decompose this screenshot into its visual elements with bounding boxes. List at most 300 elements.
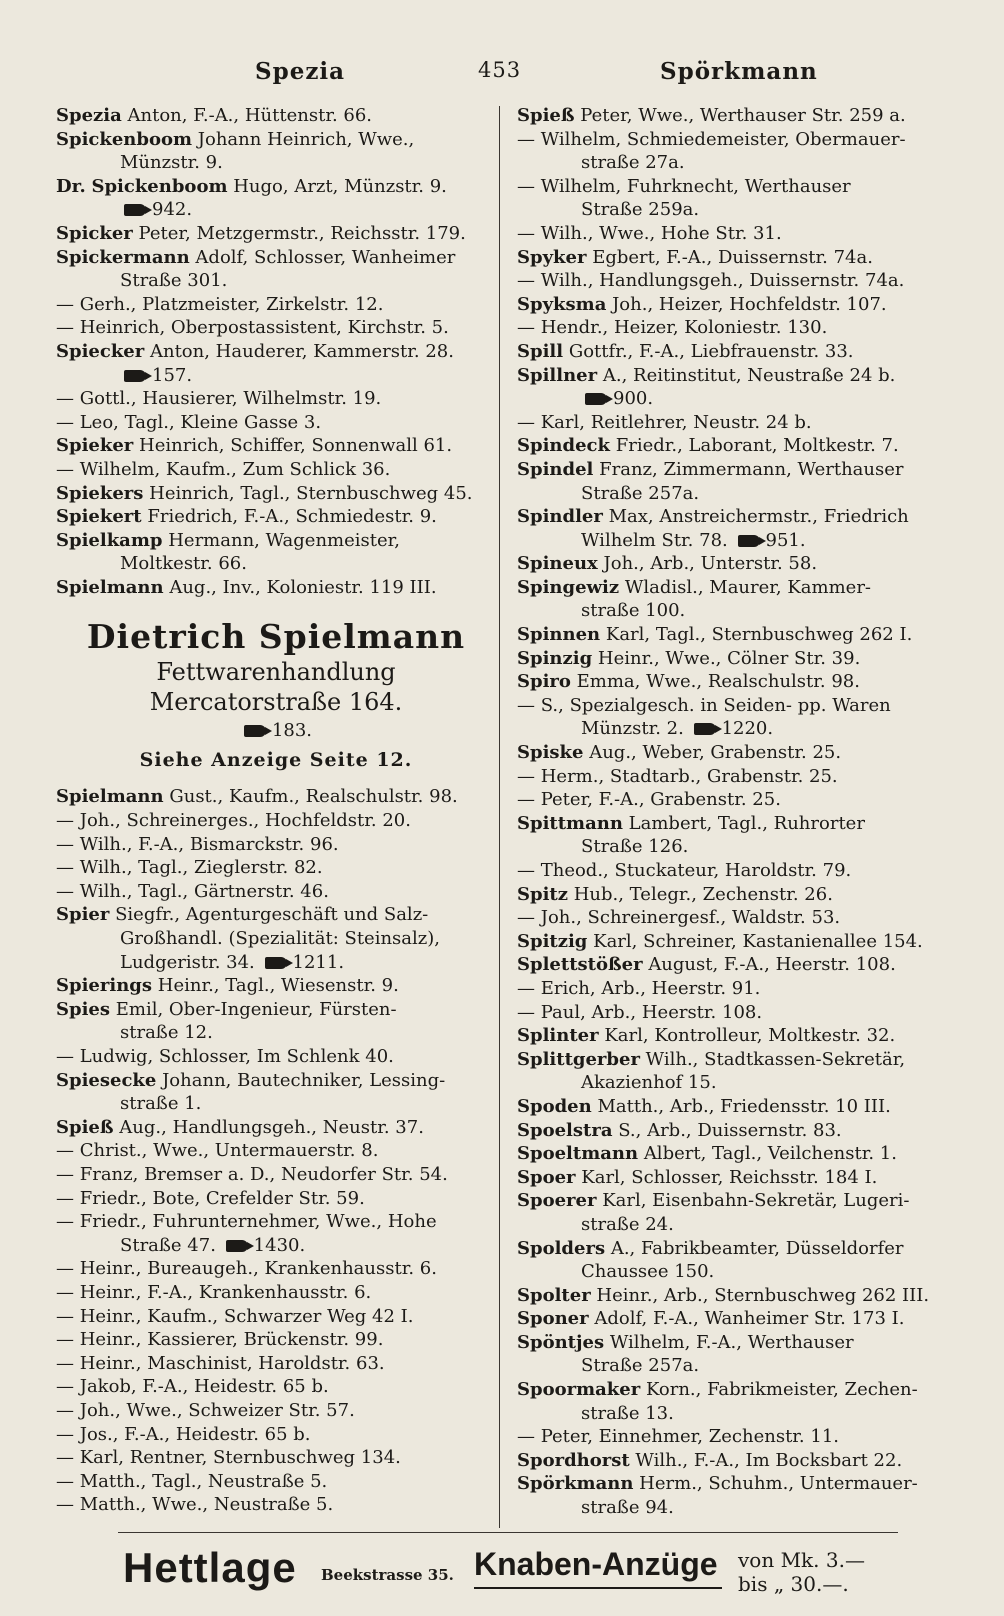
directory-entry — [56, 269, 496, 293]
directory-entry — [517, 1237, 957, 1261]
entry-details: — Wilhelm, Fuhrknecht, Werthauser — [517, 175, 851, 197]
directory-entry — [517, 1001, 957, 1025]
entry-surname: Spies — [56, 998, 111, 1020]
entry-details: straße 27a. — [581, 152, 685, 174]
column-divider — [499, 106, 500, 1528]
footer-rule — [118, 1532, 898, 1533]
directory-entry — [517, 482, 957, 506]
entry-details: — Ludwig, Schlosser, Im Schlenk 40. — [56, 1046, 394, 1067]
directory-entry — [517, 930, 957, 954]
header-first-entry: Spezia — [255, 58, 346, 85]
directory-entry — [517, 1307, 957, 1331]
entry-surname: Spickenboom — [91, 175, 228, 197]
entry-details: Heinr., Wwe., Cölner Str. 39. — [597, 647, 861, 669]
entry-details: Straße 259a. — [581, 199, 700, 221]
entry-surname: Spiro — [517, 671, 571, 693]
spielmann-advertisement — [56, 617, 496, 775]
entry-details: Korn., Fabrikmeister, Zechen- — [645, 1379, 918, 1401]
entry-details: — Peter, Einnehmer, Zechenstr. 11. — [517, 1426, 839, 1448]
directory-entry — [517, 198, 957, 222]
ad-business: Fettwarenhandlung — [156, 658, 396, 687]
entry-details: Münzstr. 2. — [581, 718, 684, 740]
directory-entry — [517, 1213, 957, 1237]
entry-surname: Spinnen — [517, 624, 601, 646]
entry-details: Max, Anstreichermstr., Friedrich — [608, 506, 909, 528]
entry-details: straße 13. — [581, 1402, 674, 1424]
entry-details: Franz, Zimmermann, Werthauser — [599, 458, 904, 480]
directory-entry — [517, 812, 957, 836]
entry-details: Ludgeristr. 34. — [120, 951, 255, 973]
entry-details: — Wilh., F.-A., Bismarckstr. 96. — [56, 833, 339, 855]
directory-entry — [56, 1210, 496, 1234]
entry-details: — Paul, Arb., Heerstr. 108. — [517, 1001, 763, 1023]
telephone-icon — [226, 1240, 248, 1252]
directory-entry — [56, 529, 496, 553]
directory-entry — [517, 835, 957, 859]
entry-surname: Spezia — [56, 105, 122, 126]
entry-details: — Karl, Rentner, Sternbuschweg 134. — [56, 1447, 401, 1469]
entry-details: — Christ., Wwe., Untermauerstr. 8. — [56, 1140, 379, 1162]
entry-details: Heinr., Arb., Sternbuschweg 262 III. — [596, 1284, 930, 1306]
entry-surname: Spielkamp — [56, 529, 163, 551]
directory-entry — [517, 1024, 957, 1048]
entry-details: Wladisl., Maurer, Kammer- — [624, 576, 872, 598]
entry-details: — Heinr., Maschinist, Haroldstr. 63. — [56, 1352, 385, 1374]
directory-entry — [56, 576, 496, 600]
entry-details: Karl, Schreiner, Kastanienallee 154. — [593, 930, 923, 952]
entry-phone-number: 951. — [765, 529, 806, 551]
telephone-icon — [265, 957, 287, 969]
entry-details: — Hendr., Heizer, Koloniestr. 130. — [517, 317, 828, 339]
directory-entry — [56, 458, 496, 482]
entry-details: straße 100. — [581, 600, 686, 622]
entry-details: August, F.-A., Heerstr. 108. — [648, 954, 896, 976]
entry-details: Aug., Inv., Koloniestr. 119 III. — [169, 576, 437, 598]
directory-entry — [56, 1352, 496, 1376]
entry-details: — Wilh., Wwe., Hohe Str. 31. — [517, 222, 782, 244]
entry-details: Joh., Arb., Unterstr. 58. — [603, 553, 818, 575]
entry-surname: Spoormaker — [517, 1379, 641, 1401]
directory-entry — [517, 906, 957, 930]
directory-entry — [517, 529, 957, 553]
entry-details: Straße 301. — [120, 270, 228, 292]
entry-details: Moltkestr. 66. — [120, 553, 247, 575]
entry-details: — Franz, Bremser a. D., Neudorfer Str. 54. — [56, 1163, 448, 1185]
entry-details: Emil, Ober-Ingenieur, Fürsten- — [115, 998, 397, 1020]
directory-entry — [56, 364, 496, 388]
telephone-icon — [585, 393, 607, 405]
entry-details: Gottfr., F.-A., Liebfrauenstr. 33. — [568, 340, 854, 362]
directory-entry — [517, 953, 957, 977]
entry-details: — Heinr., Kassierer, Brückenstr. 99. — [56, 1329, 384, 1351]
ad-address: Mercatorstraße 164. — [149, 688, 403, 717]
entry-surname: Spörkmann — [517, 1473, 634, 1495]
directory-entry — [56, 1305, 496, 1329]
directory-entry — [517, 364, 957, 388]
entry-details: Heinr., Tagl., Wiesenstr. 9. — [157, 975, 399, 997]
entry-surname: Splittgerber — [517, 1048, 640, 1070]
entry-details: Friedr., Laborant, Moltkestr. 7. — [615, 435, 899, 457]
directory-entry — [517, 1260, 957, 1284]
entry-details: Anton, Hauderer, Kammerstr. 28. — [149, 340, 454, 362]
entry-details: — Wilhelm, Schmiedemeister, Obermauer- — [517, 128, 906, 150]
entry-details: Friedrich, F.-A., Schmiedestr. 9. — [147, 506, 437, 528]
entry-details: A., Fabrikbeamter, Düsseldorfer — [610, 1237, 904, 1259]
entry-details: — Jakob, F.-A., Heidestr. 65 b. — [56, 1376, 329, 1398]
entry-details: Adolf, Schlosser, Wanheimer — [195, 246, 456, 268]
directory-entry — [56, 880, 496, 904]
directory-entry — [517, 246, 957, 270]
directory-entry — [56, 809, 496, 833]
entry-details: Johann Heinrich, Wwe., — [197, 128, 415, 150]
directory-entry — [56, 175, 496, 199]
entry-surname: Spiecker — [56, 340, 145, 362]
entry-surname: Spiekers — [56, 482, 144, 504]
right-column — [517, 104, 957, 1520]
entry-details: — Theod., Stuckateur, Haroldstr. 79. — [517, 860, 852, 881]
entry-details: Karl, Tagl., Sternbuschweg 262 I. — [605, 624, 913, 646]
page-number: 453 — [478, 58, 522, 82]
entry-details: Johann, Bautechniker, Lessing- — [162, 1069, 446, 1091]
entry-surname: Spindeck — [517, 435, 610, 457]
entry-details: Anton, F.-A., Hüttenstr. 66. — [127, 105, 373, 126]
entry-surname: Sponer — [517, 1308, 589, 1330]
entry-details: — Heinr., F.-A., Krankenhausstr. 6. — [56, 1281, 372, 1303]
entry-surname: Spingewiz — [517, 576, 620, 598]
entry-surname: Spoden — [517, 1095, 592, 1117]
directory-entry — [56, 1281, 496, 1305]
entry-details: — Peter, F.-A., Grabenstr. 25. — [517, 789, 781, 811]
entry-surname: Spyksma — [517, 293, 607, 315]
directory-entry — [517, 222, 957, 246]
entry-details: Straße 257a. — [581, 482, 700, 504]
directory-entry — [517, 1472, 957, 1496]
telephone-icon — [738, 535, 760, 547]
directory-entry — [517, 1331, 957, 1355]
directory-entry — [56, 951, 496, 975]
entry-details: straße 94. — [581, 1497, 674, 1519]
entry-details: A., Reitinstitut, Neustraße 24 b. — [602, 364, 896, 386]
header-last-entry: Spörkmann — [660, 58, 818, 85]
directory-entry — [56, 434, 496, 458]
entry-surname: Spickermann — [56, 246, 190, 268]
entry-details: Hub., Telegr., Zechenstr. 26. — [573, 883, 833, 905]
directory-entry — [56, 293, 496, 317]
entry-surname: Spyker — [517, 246, 587, 268]
entry-details: Heinrich, Tagl., Sternbuschweg 45. — [149, 482, 473, 504]
entry-details: Straße 47. — [120, 1234, 216, 1256]
entry-surname: Spitzig — [517, 930, 588, 952]
entry-title-prefix: Dr. — [56, 175, 86, 197]
directory-entry — [56, 1493, 496, 1517]
entry-surname: Spineux — [517, 553, 598, 575]
entry-details: — Wilh., Tagl., Gärtnerstr. 46. — [56, 880, 329, 902]
entry-details: — Heinr., Bureaugeh., Krankenhausstr. 6. — [56, 1258, 437, 1280]
telephone-icon — [244, 725, 266, 737]
entry-surname: Splinter — [517, 1025, 599, 1047]
left-column — [56, 104, 496, 1517]
directory-entry — [56, 1423, 496, 1447]
directory-entry — [517, 576, 957, 600]
entry-details: — Friedr., Fuhrunternehmer, Wwe., Hohe — [56, 1211, 437, 1233]
entry-details: Karl, Eisenbahn-Sekretär, Lugeri- — [602, 1190, 910, 1212]
entry-details: — Gottl., Hausierer, Wilhelmstr. 19. — [56, 388, 382, 410]
directory-entry — [517, 717, 957, 741]
entry-surname: Spiekert — [56, 506, 142, 528]
entry-details: Aug., Weber, Grabenstr. 25. — [589, 742, 842, 764]
entry-surname: Spinzig — [517, 647, 593, 669]
entry-details: Wilh., Stadtkassen-Sekretär, — [645, 1048, 906, 1070]
entry-surname: Spoelstra — [517, 1119, 613, 1141]
entry-details: Karl, Schlosser, Reichsstr. 184 I. — [581, 1166, 878, 1188]
directory-entry — [517, 694, 957, 718]
entry-details: Hermann, Wagenmeister, — [168, 529, 400, 551]
directory-entry — [56, 1375, 496, 1399]
entry-surname: Spier — [56, 904, 110, 926]
entry-surname: Spillner — [517, 364, 598, 386]
footer-company-name: Hettlage — [123, 1544, 297, 1591]
entry-phone-number: 1430. — [253, 1234, 306, 1256]
directory-entry — [517, 647, 957, 671]
entry-surname: Spiesecke — [56, 1069, 157, 1091]
entry-details: — Wilhelm, Kaufm., Zum Schlick 36. — [56, 458, 391, 480]
directory-entry — [56, 128, 496, 152]
directory-entry — [56, 1257, 496, 1281]
entry-surname: Spindler — [517, 506, 603, 528]
footer-slogan-underline — [474, 1587, 722, 1589]
entry-surname: Spicker — [56, 222, 133, 244]
directory-entry — [56, 833, 496, 857]
directory-entry — [56, 505, 496, 529]
entry-details: — Wilh., Tagl., Zieglerstr. 82. — [56, 857, 323, 879]
entry-surname: Spordhorst — [517, 1449, 630, 1471]
entry-details: Akazienhof 15. — [581, 1072, 717, 1094]
ad-phone-line — [56, 717, 496, 745]
entry-details: Lambert, Tagl., Ruhrorter — [628, 812, 865, 834]
entry-details: — Erich, Arb., Heerstr. 91. — [517, 977, 761, 999]
entry-details: S., Arb., Duissernstr. 83. — [618, 1119, 842, 1141]
directory-entry — [56, 1116, 496, 1140]
directory-entry — [56, 903, 496, 927]
directory-entry — [517, 104, 957, 128]
directory-entry — [56, 104, 496, 128]
entry-details: Siegfr., Agenturgeschäft und Salz- — [115, 904, 429, 926]
directory-entry — [56, 1021, 496, 1045]
entry-details: Wilhelm, F.-A., Werthauser — [609, 1331, 854, 1353]
directory-entry — [56, 927, 496, 951]
directory-entry — [517, 1095, 957, 1119]
directory-entry — [517, 151, 957, 175]
entry-surname: Spolter — [517, 1284, 591, 1306]
directory-entry — [517, 1071, 957, 1095]
entry-details: Chaussee 150. — [581, 1261, 715, 1283]
entry-surname: Spieker — [56, 435, 134, 457]
directory-entry — [56, 1092, 496, 1116]
directory-entry — [56, 316, 496, 340]
directory-entry — [517, 623, 957, 647]
entry-details: Albert, Tagl., Veilchenstr. 1. — [643, 1143, 897, 1165]
directory-entry — [517, 599, 957, 623]
entry-details: Matth., Arb., Friedensstr. 10 III. — [597, 1095, 891, 1117]
entry-details: straße 24. — [581, 1213, 674, 1235]
entry-details: Herm., Schuhm., Untermauer- — [639, 1473, 918, 1495]
entry-details: — Gerh., Platzmeister, Zirkelstr. 12. — [56, 293, 384, 315]
entry-details: — Joh., Schreinergesf., Waldstr. 53. — [517, 907, 841, 929]
directory-entry — [517, 1166, 957, 1190]
entry-phone-number: 1220. — [721, 718, 774, 740]
directory-entry — [517, 128, 957, 152]
entry-details: Peter, Wwe., Werthauser Str. 259 a. — [580, 105, 906, 126]
entry-details: — Heinr., Kaufm., Schwarzer Weg 42 I. — [56, 1305, 414, 1327]
entry-details: Wilh., F.-A., Im Bocksbart 22. — [635, 1449, 903, 1471]
directory-entry — [56, 1187, 496, 1211]
entry-surname: Spitz — [517, 883, 568, 905]
directory-entry — [56, 198, 496, 222]
directory-entry — [56, 1139, 496, 1163]
entry-details: Straße 257a. — [581, 1355, 700, 1377]
entry-details: — Leo, Tagl., Kleine Gasse 3. — [56, 411, 322, 433]
directory-entry — [56, 552, 496, 576]
entry-surname: Spielmann — [56, 786, 164, 808]
directory-entry — [517, 175, 957, 199]
directory-entry — [517, 1119, 957, 1143]
directory-entry — [517, 1378, 957, 1402]
directory-entry — [56, 387, 496, 411]
entry-surname: Spieß — [517, 105, 575, 126]
entry-details: Aug., Handlungsgeh., Neustr. 37. — [119, 1116, 424, 1138]
footer-address: Beekstrasse 35. — [321, 1566, 454, 1584]
directory-entry — [56, 482, 496, 506]
entry-surname: Spiske — [517, 742, 584, 764]
entry-details: — Heinrich, Oberpostassistent, Kirchstr. 5. — [56, 317, 449, 339]
entry-details: — Jos., F.-A., Heidestr. 65 b. — [56, 1423, 311, 1445]
entry-details: Heinrich, Schiffer, Sonnenwall 61. — [139, 435, 453, 457]
entry-phone-number: 1211. — [292, 951, 345, 973]
directory-entry — [517, 505, 957, 529]
entry-surname: Spoeltmann — [517, 1143, 639, 1165]
ad-phone-number: 183. — [271, 720, 313, 742]
directory-entry — [56, 856, 496, 880]
entry-details: Emma, Wwe., Realschulstr. 98. — [576, 671, 860, 693]
ad-company-name: Dietrich Spielmann — [86, 617, 466, 657]
entry-details: straße 12. — [120, 1022, 213, 1044]
directory-entry — [517, 883, 957, 907]
directory-entry — [517, 741, 957, 765]
directory-entry — [56, 974, 496, 998]
entry-surname: Spielmann — [56, 576, 164, 598]
entry-details: 942. — [152, 199, 193, 221]
entry-details: Münzstr. 9. — [120, 152, 223, 174]
entry-details: — Joh., Schreinerges., Hochfeldstr. 20. — [56, 810, 411, 832]
entry-surname: Spöntjes — [517, 1331, 605, 1353]
entry-surname: Spierings — [56, 975, 153, 997]
entry-surname: Spittmann — [517, 812, 623, 834]
entry-details: 157. — [152, 364, 193, 386]
directory-entry — [56, 246, 496, 270]
directory-entry — [56, 340, 496, 364]
directory-entry — [517, 1496, 957, 1520]
entry-details: Karl, Kontrolleur, Moltkestr. 32. — [604, 1025, 896, 1047]
entry-details: straße 1. — [120, 1093, 202, 1115]
directory-entry — [56, 1399, 496, 1423]
directory-entry — [517, 1189, 957, 1213]
entry-surname: Spickenboom — [56, 128, 193, 150]
directory-entry — [517, 316, 957, 340]
directory-entry — [517, 434, 957, 458]
directory-entry — [56, 151, 496, 175]
directory-entry — [56, 1069, 496, 1093]
directory-entry — [517, 765, 957, 789]
telephone-icon — [124, 370, 146, 382]
entry-details: Wilhelm Str. 78. — [581, 529, 728, 551]
entry-details: — Herm., Stadtarb., Grabenstr. 25. — [517, 765, 838, 787]
entry-details: Hugo, Arzt, Münzstr. 9. — [233, 175, 447, 197]
directory-entry — [517, 1354, 957, 1378]
directory-entry — [56, 1234, 496, 1258]
entry-details: Großhandl. (Spezialität: Steinsalz), — [120, 928, 441, 950]
entry-details: Gust., Kaufm., Realschulstr. 98. — [169, 786, 458, 808]
directory-entry — [517, 1048, 957, 1072]
entry-surname: Spolders — [517, 1237, 606, 1259]
footer-price-to: bis „ 30.—. — [738, 1572, 849, 1596]
entry-details: Joh., Heizer, Hochfeldstr. 107. — [612, 293, 887, 315]
footer-slogan: Knaben-Anzüge — [474, 1546, 718, 1582]
directory-entry — [56, 1446, 496, 1470]
entry-details: — Matth., Wwe., Neustraße 5. — [56, 1494, 334, 1516]
directory-entry — [517, 293, 957, 317]
entry-surname: Spindel — [517, 458, 594, 480]
directory-entry — [517, 977, 957, 1001]
entry-details: 900. — [613, 388, 654, 410]
directory-entry — [517, 1284, 957, 1308]
directory-entry — [517, 269, 957, 293]
directory-entry — [56, 1163, 496, 1187]
entry-details: — Joh., Wwe., Schweizer Str. 57. — [56, 1399, 355, 1421]
telephone-icon — [124, 204, 146, 216]
directory-entry — [517, 1402, 957, 1426]
entry-surname: Spoerer — [517, 1190, 597, 1212]
directory-entry — [517, 670, 957, 694]
entry-details: Straße 126. — [581, 836, 689, 858]
entry-surname: Splettstößer — [517, 954, 643, 976]
directory-entry — [517, 387, 957, 411]
ad-see-reference: Siehe Anzeige Seite 12. — [139, 749, 413, 772]
directory-entry — [56, 998, 496, 1022]
entry-details: — Wilh., Handlungsgeh., Duissernstr. 74a. — [517, 270, 905, 292]
directory-entry — [517, 458, 957, 482]
directory-entry — [517, 1425, 957, 1449]
footer-price-from: von Mk. 3.— — [738, 1548, 865, 1572]
directory-entry — [56, 1470, 496, 1494]
entry-details: Adolf, F.-A., Wanheimer Str. 173 I. — [594, 1308, 905, 1330]
entry-surname: Spieß — [56, 1116, 114, 1138]
footer-advertisement — [0, 1530, 1004, 1600]
directory-entry — [517, 411, 957, 435]
directory-entry — [56, 1045, 496, 1069]
directory-entry — [517, 340, 957, 364]
directory-entry — [56, 1328, 496, 1352]
entry-surname: Spill — [517, 340, 564, 362]
entry-details: Peter, Metzgermstr., Reichsstr. 179. — [138, 222, 466, 244]
entry-details: Egbert, F.-A., Duissernstr. 74a. — [592, 246, 873, 268]
entry-details: — Karl, Reitlehrer, Neustr. 24 b. — [517, 411, 812, 433]
telephone-icon — [694, 723, 716, 735]
entry-details: — S., Spezialgesch. in Seiden- pp. Waren — [517, 694, 891, 716]
directory-entry — [517, 788, 957, 812]
directory-entry — [56, 222, 496, 246]
directory-entry — [56, 785, 496, 809]
entry-details: — Matth., Tagl., Neustraße 5. — [56, 1470, 328, 1492]
